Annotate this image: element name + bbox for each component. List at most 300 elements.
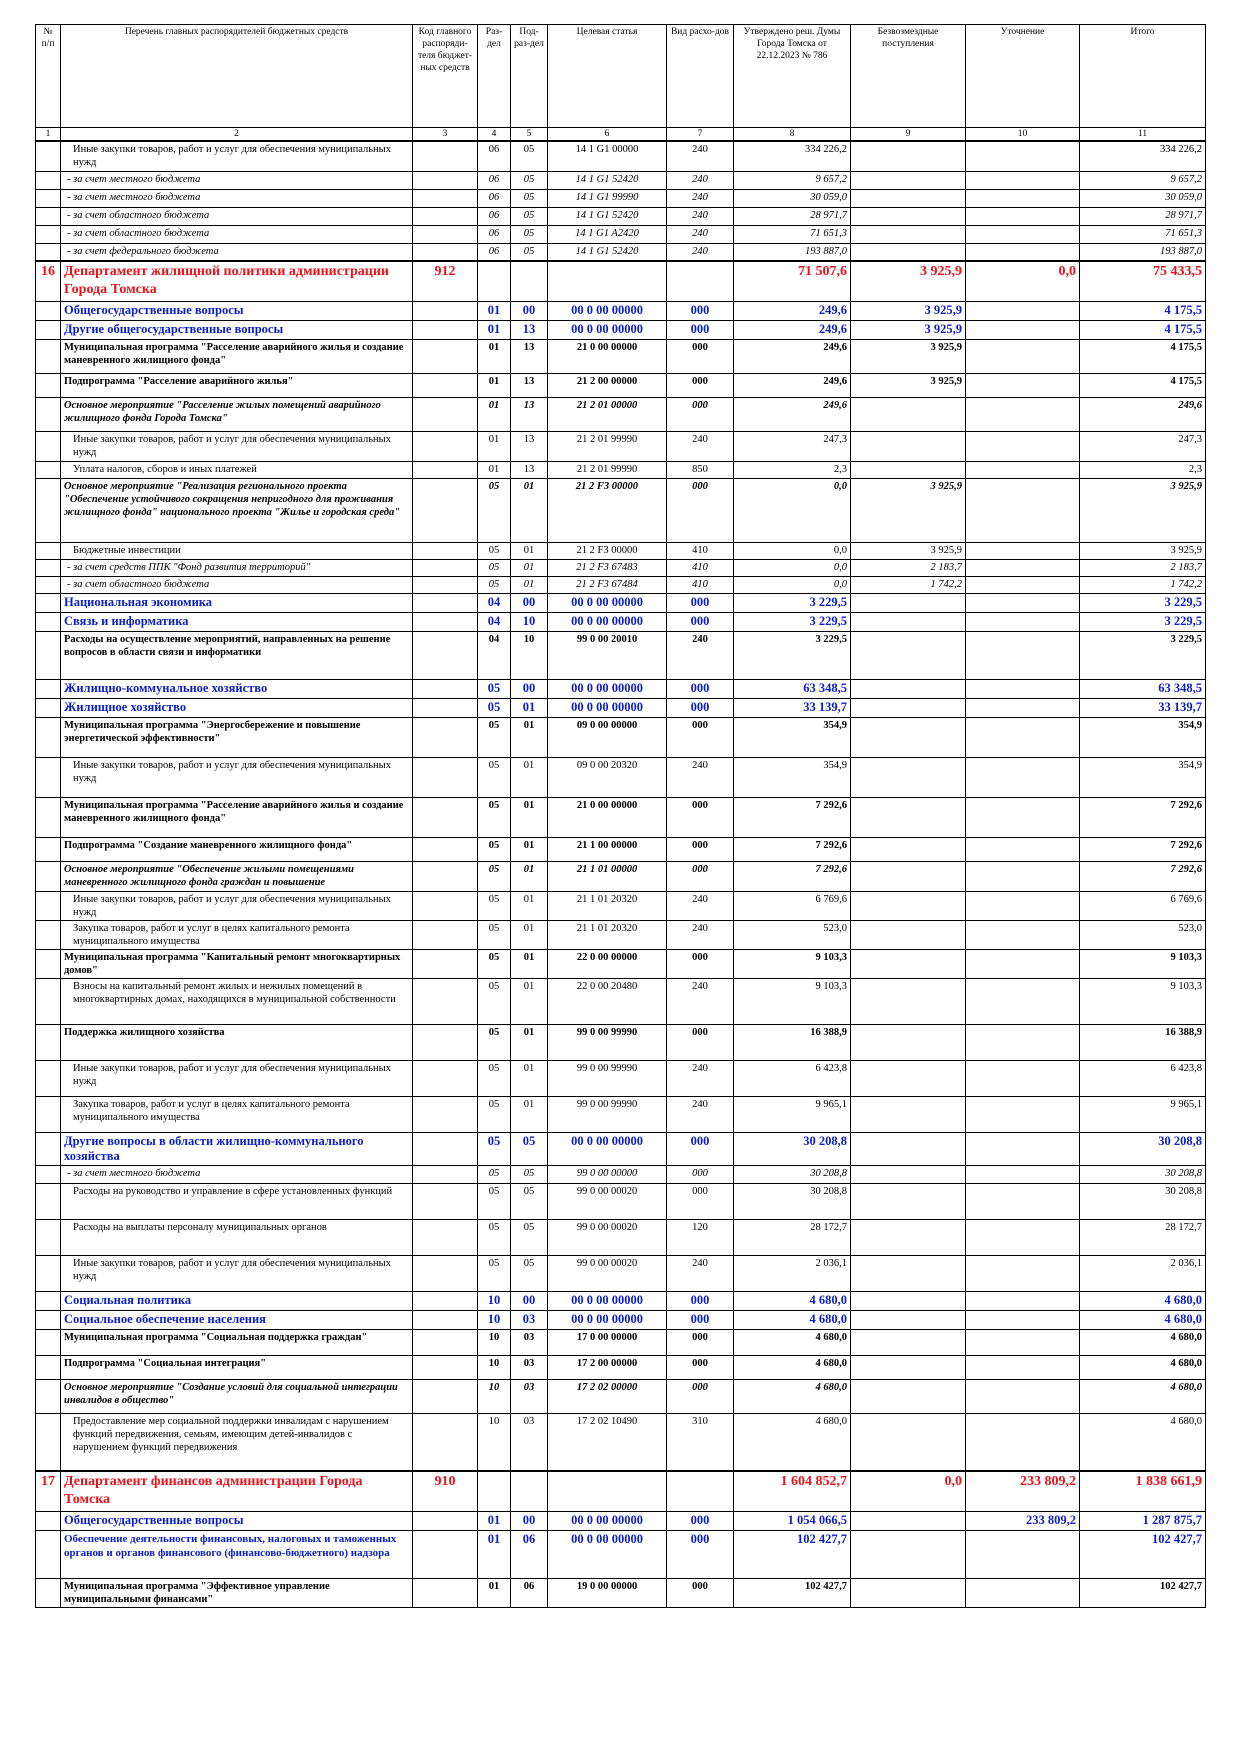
row-target: 17 2 02 00000 [548, 1379, 667, 1413]
row-vid: 310 [667, 1413, 734, 1471]
row-approved: 9 965,1 [734, 1096, 851, 1132]
row-approved: 354,9 [734, 757, 851, 797]
row-name: Иные закупки товаров, работ и услуг для обеспечения муниципальных нужд [61, 1060, 413, 1096]
table-row [36, 949, 1206, 978]
header-podrazdel: Под-раз-дел [511, 25, 548, 128]
row-approved: 193 887,0 [734, 243, 851, 261]
col-number: 11 [1080, 128, 1206, 142]
row-total: 3 925,9 [1080, 478, 1206, 542]
row-total: 4 175,5 [1080, 373, 1206, 397]
table-row [36, 478, 1206, 542]
row-approved: 2 036,1 [734, 1255, 851, 1291]
row-total: 354,9 [1080, 757, 1206, 797]
row-vid: 000 [667, 679, 734, 698]
row-gratuitous [851, 243, 966, 261]
row-name: Предоставление мер социальной поддержки инвалидам с нарушением функций передвижения, семьям, имеющим детей-инвалидов с нарушением функций передвижения [61, 1413, 413, 1471]
row-vid: 850 [667, 461, 734, 478]
row-code [413, 576, 478, 593]
row-total: 7 292,6 [1080, 861, 1206, 891]
col-number: 9 [851, 128, 966, 142]
row-gratuitous [851, 797, 966, 837]
row-name: Иные закупки товаров, работ и услуг для обеспечения муниципальных нужд [61, 141, 413, 171]
row-razdel: 10 [478, 1413, 511, 1471]
row-number [36, 717, 61, 757]
header-total: Итого [1080, 25, 1206, 128]
row-name: Социальное обеспечение населения [61, 1310, 413, 1329]
row-gratuitous [851, 189, 966, 207]
row-code [413, 461, 478, 478]
row-code [413, 1413, 478, 1471]
row-target: 21 2 00 00000 [548, 373, 667, 397]
row-code [413, 431, 478, 461]
row-approved: 3 229,5 [734, 631, 851, 679]
row-razdel: 04 [478, 612, 511, 631]
row-approved: 249,6 [734, 397, 851, 431]
table-row [36, 698, 1206, 717]
row-approved: 71 507,6 [734, 261, 851, 301]
row-target: 14 1 G1 52420 [548, 243, 667, 261]
row-clarification [966, 461, 1080, 478]
row-name: Основное мероприятие "Расселение жилых помещений аварийного жилищного фонда Города Томска" [61, 397, 413, 431]
row-name: Иные закупки товаров, работ и услуг для обеспечения муниципальных нужд [61, 431, 413, 461]
row-target: 99 0 00 00020 [548, 1183, 667, 1219]
row-total: 28 172,7 [1080, 1219, 1206, 1255]
col-number: 1 [36, 128, 61, 142]
row-razdel: 05 [478, 698, 511, 717]
row-number [36, 559, 61, 576]
row-name: - за счет областного бюджета [61, 207, 413, 225]
row-gratuitous [851, 461, 966, 478]
row-podrazdel: 05 [511, 189, 548, 207]
row-podrazdel: 01 [511, 1060, 548, 1096]
row-total: 4 175,5 [1080, 339, 1206, 373]
row-podrazdel: 01 [511, 559, 548, 576]
row-vid: 000 [667, 1329, 734, 1355]
row-clarification [966, 949, 1080, 978]
row-code: 910 [413, 1471, 478, 1511]
row-razdel: 06 [478, 141, 511, 171]
row-name: Департамент финансов администрации Города Томска [61, 1471, 413, 1511]
row-podrazdel: 00 [511, 679, 548, 698]
row-podrazdel: 06 [511, 1578, 548, 1607]
row-razdel: 05 [478, 1060, 511, 1096]
row-razdel: 10 [478, 1355, 511, 1379]
row-gratuitous [851, 1379, 966, 1413]
row-razdel: 05 [478, 1165, 511, 1183]
table-row [36, 1255, 1206, 1291]
row-podrazdel: 13 [511, 431, 548, 461]
row-razdel: 05 [478, 1132, 511, 1165]
row-code [413, 141, 478, 171]
row-podrazdel: 13 [511, 373, 548, 397]
table-row [36, 207, 1206, 225]
header-vid: Вид расхо-дов [667, 25, 734, 128]
row-total: 30 208,8 [1080, 1183, 1206, 1219]
row-vid: 000 [667, 1132, 734, 1165]
row-vid: 000 [667, 612, 734, 631]
row-vid: 000 [667, 837, 734, 861]
row-approved: 0,0 [734, 559, 851, 576]
row-approved: 102 427,7 [734, 1578, 851, 1607]
row-gratuitous: 2 183,7 [851, 559, 966, 576]
row-target: 99 0 00 00000 [548, 1165, 667, 1183]
row-name: Расходы на руководство и управление в сфере установленных функций [61, 1183, 413, 1219]
row-target: 21 0 00 00000 [548, 797, 667, 837]
table-row [36, 612, 1206, 631]
row-target: 22 0 00 20480 [548, 978, 667, 1024]
row-vid: 000 [667, 1165, 734, 1183]
row-total: 4 680,0 [1080, 1413, 1206, 1471]
row-vid: 240 [667, 189, 734, 207]
row-podrazdel: 01 [511, 949, 548, 978]
row-gratuitous [851, 1165, 966, 1183]
row-clarification [966, 1060, 1080, 1096]
row-target: 09 0 00 00000 [548, 717, 667, 757]
row-number [36, 1511, 61, 1530]
row-name: Другие общегосударственные вопросы [61, 320, 413, 339]
row-razdel: 10 [478, 1329, 511, 1355]
table-row [36, 1024, 1206, 1060]
row-clarification [966, 320, 1080, 339]
row-podrazdel: 05 [511, 225, 548, 243]
row-code [413, 1379, 478, 1413]
row-code [413, 171, 478, 189]
table-row [36, 797, 1206, 837]
row-gratuitous [851, 949, 966, 978]
row-approved: 334 226,2 [734, 141, 851, 171]
row-vid: 000 [667, 1024, 734, 1060]
row-code [413, 717, 478, 757]
row-gratuitous [851, 171, 966, 189]
row-vid: 000 [667, 1355, 734, 1379]
row-podrazdel: 01 [511, 797, 548, 837]
row-clarification: 233 809,2 [966, 1511, 1080, 1530]
row-podrazdel: 00 [511, 1291, 548, 1310]
row-total: 4 680,0 [1080, 1379, 1206, 1413]
row-razdel: 04 [478, 631, 511, 679]
col-number: 3 [413, 128, 478, 142]
table-row [36, 301, 1206, 320]
row-number [36, 478, 61, 542]
row-podrazdel: 03 [511, 1310, 548, 1329]
row-razdel: 05 [478, 717, 511, 757]
row-podrazdel: 10 [511, 612, 548, 631]
row-gratuitous [851, 1310, 966, 1329]
row-name: Подпрограмма "Создание маневренного жилищного фонда" [61, 837, 413, 861]
row-target: 00 0 00 00000 [548, 679, 667, 698]
row-total: 1 287 875,7 [1080, 1511, 1206, 1530]
row-total: 9 103,3 [1080, 978, 1206, 1024]
row-total: 9 965,1 [1080, 1096, 1206, 1132]
row-name: Иные закупки товаров, работ и услуг для обеспечения муниципальных нужд [61, 1255, 413, 1291]
row-name: Расходы на осуществление мероприятий, направленных на решение вопросов в области связи и информатики [61, 631, 413, 679]
row-podrazdel: 03 [511, 1379, 548, 1413]
row-gratuitous [851, 593, 966, 612]
row-razdel: 05 [478, 861, 511, 891]
row-total: 30 208,8 [1080, 1132, 1206, 1165]
col-number: 2 [61, 128, 413, 142]
row-number: 16 [36, 261, 61, 301]
row-total: 4 680,0 [1080, 1329, 1206, 1355]
row-number [36, 1060, 61, 1096]
row-clarification [966, 1132, 1080, 1165]
row-clarification [966, 1024, 1080, 1060]
row-podrazdel: 03 [511, 1355, 548, 1379]
row-clarification [966, 1329, 1080, 1355]
header-name: Перечень главных распорядителей бюджетных средств [61, 25, 413, 128]
row-number [36, 339, 61, 373]
row-vid: 410 [667, 576, 734, 593]
row-gratuitous [851, 978, 966, 1024]
row-podrazdel: 01 [511, 576, 548, 593]
row-code [413, 1255, 478, 1291]
row-razdel: 05 [478, 1096, 511, 1132]
row-clarification [966, 225, 1080, 243]
row-podrazdel: 03 [511, 1413, 548, 1471]
row-total: 3 925,9 [1080, 542, 1206, 559]
row-name: Основное мероприятие "Реализация регионального проекта "Обеспечение устойчивого сокращения непригодного для проживания жилищного фонда" национального проекта "Жилье и городская среда" [61, 478, 413, 542]
row-number [36, 1329, 61, 1355]
row-name: Иные закупки товаров, работ и услуг для обеспечения муниципальных нужд [61, 757, 413, 797]
row-clarification [966, 1291, 1080, 1310]
row-clarification [966, 1310, 1080, 1329]
row-target: 00 0 00 00000 [548, 1132, 667, 1165]
col-number: 6 [548, 128, 667, 142]
row-code [413, 1511, 478, 1530]
row-total: 523,0 [1080, 920, 1206, 949]
row-podrazdel: 01 [511, 757, 548, 797]
row-podrazdel: 03 [511, 1329, 548, 1355]
row-code [413, 757, 478, 797]
row-code [413, 1132, 478, 1165]
row-vid: 240 [667, 243, 734, 261]
row-number [36, 612, 61, 631]
header-code: Код главного распоряди-теля бюджет-ных средств [413, 25, 478, 128]
row-code [413, 225, 478, 243]
row-number [36, 301, 61, 320]
row-number [36, 1379, 61, 1413]
table-row [36, 141, 1206, 171]
row-gratuitous [851, 679, 966, 698]
row-clarification [966, 1578, 1080, 1607]
row-clarification [966, 339, 1080, 373]
row-vid: 240 [667, 891, 734, 920]
row-code [413, 698, 478, 717]
row-number [36, 891, 61, 920]
row-number [36, 1355, 61, 1379]
row-podrazdel [511, 1471, 548, 1511]
row-target: 99 0 00 00020 [548, 1255, 667, 1291]
table-row [36, 1183, 1206, 1219]
table-row [36, 920, 1206, 949]
row-approved: 7 292,6 [734, 797, 851, 837]
row-number [36, 1578, 61, 1607]
header-gratuitous: Безвозмездные поступления [851, 25, 966, 128]
table-row [36, 1096, 1206, 1132]
row-code [413, 612, 478, 631]
row-approved: 1 604 852,7 [734, 1471, 851, 1511]
row-razdel: 06 [478, 189, 511, 207]
row-vid: 000 [667, 301, 734, 320]
row-gratuitous [851, 717, 966, 757]
row-target: 22 0 00 00000 [548, 949, 667, 978]
row-code [413, 631, 478, 679]
row-code [413, 207, 478, 225]
row-code [413, 1310, 478, 1329]
row-total: 102 427,7 [1080, 1578, 1206, 1607]
row-clarification [966, 397, 1080, 431]
row-clarification [966, 757, 1080, 797]
row-razdel: 05 [478, 978, 511, 1024]
row-name: Муниципальная программа "Капитальный ремонт многоквартирных домов" [61, 949, 413, 978]
row-gratuitous [851, 631, 966, 679]
row-total: 2 036,1 [1080, 1255, 1206, 1291]
row-podrazdel: 06 [511, 1530, 548, 1578]
row-razdel: 05 [478, 559, 511, 576]
row-total: 28 971,7 [1080, 207, 1206, 225]
row-clarification [966, 1165, 1080, 1183]
row-total: 1 838 661,9 [1080, 1471, 1206, 1511]
row-approved: 28 172,7 [734, 1219, 851, 1255]
row-razdel: 01 [478, 461, 511, 478]
row-gratuitous [851, 698, 966, 717]
row-approved: 30 208,8 [734, 1165, 851, 1183]
row-gratuitous [851, 1060, 966, 1096]
row-target: 14 1 G1 52420 [548, 207, 667, 225]
row-podrazdel: 01 [511, 920, 548, 949]
row-razdel: 05 [478, 576, 511, 593]
row-name: - за счет областного бюджета [61, 225, 413, 243]
row-vid: 240 [667, 978, 734, 1024]
row-total: 249,6 [1080, 397, 1206, 431]
row-vid: 000 [667, 478, 734, 542]
row-clarification: 0,0 [966, 261, 1080, 301]
row-gratuitous: 3 925,9 [851, 301, 966, 320]
table-row [36, 542, 1206, 559]
row-code [413, 189, 478, 207]
table-row [36, 1219, 1206, 1255]
row-podrazdel: 05 [511, 1219, 548, 1255]
row-total: 4 175,5 [1080, 320, 1206, 339]
row-name: Жилищно-коммунальное хозяйство [61, 679, 413, 698]
row-target: 99 0 00 99990 [548, 1024, 667, 1060]
row-podrazdel: 13 [511, 320, 548, 339]
row-clarification [966, 717, 1080, 757]
row-total: 7 292,6 [1080, 797, 1206, 837]
row-approved: 102 427,7 [734, 1530, 851, 1578]
row-gratuitous [851, 1132, 966, 1165]
row-clarification [966, 1255, 1080, 1291]
row-target: 00 0 00 00000 [548, 320, 667, 339]
row-gratuitous: 3 925,9 [851, 320, 966, 339]
row-vid [667, 1471, 734, 1511]
row-code [413, 559, 478, 576]
row-name: Муниципальная программа "Расселение аварийного жилья и создание маневренного жилищного фонда" [61, 339, 413, 373]
header-razdel: Раз-дел [478, 25, 511, 128]
row-approved: 30 208,8 [734, 1183, 851, 1219]
row-approved: 2,3 [734, 461, 851, 478]
row-razdel: 05 [478, 1183, 511, 1219]
row-target: 21 2 F3 67483 [548, 559, 667, 576]
row-name: Поддержка жилищного хозяйства [61, 1024, 413, 1060]
row-total: 2 183,7 [1080, 559, 1206, 576]
table-row [36, 1165, 1206, 1183]
row-name: - за счет местного бюджета [61, 171, 413, 189]
row-gratuitous: 0,0 [851, 1471, 966, 1511]
row-name: - за счет местного бюджета [61, 189, 413, 207]
row-gratuitous [851, 837, 966, 861]
row-gratuitous [851, 1530, 966, 1578]
table-row [36, 1329, 1206, 1355]
row-code [413, 301, 478, 320]
row-target: 21 2 F3 00000 [548, 478, 667, 542]
row-gratuitous [851, 612, 966, 631]
department-row [36, 1471, 1206, 1511]
row-code [413, 978, 478, 1024]
table-row [36, 1379, 1206, 1413]
row-clarification [966, 920, 1080, 949]
row-number [36, 698, 61, 717]
row-target: 17 2 02 10490 [548, 1413, 667, 1471]
row-gratuitous [851, 1355, 966, 1379]
table-row [36, 1310, 1206, 1329]
row-target: 21 2 01 99990 [548, 461, 667, 478]
row-razdel [478, 261, 511, 301]
row-clarification [966, 1096, 1080, 1132]
row-razdel [478, 1471, 511, 1511]
row-vid: 000 [667, 593, 734, 612]
row-razdel: 01 [478, 320, 511, 339]
row-approved: 6 423,8 [734, 1060, 851, 1096]
row-number [36, 431, 61, 461]
row-code: 912 [413, 261, 478, 301]
row-approved: 523,0 [734, 920, 851, 949]
row-number [36, 1165, 61, 1183]
row-total: 4 175,5 [1080, 301, 1206, 320]
row-razdel: 04 [478, 593, 511, 612]
table-row [36, 559, 1206, 576]
row-approved: 0,0 [734, 542, 851, 559]
row-total: 2,3 [1080, 461, 1206, 478]
row-code [413, 1578, 478, 1607]
row-gratuitous [851, 1329, 966, 1355]
table-row [36, 1413, 1206, 1471]
row-total: 9 103,3 [1080, 949, 1206, 978]
row-vid: 410 [667, 559, 734, 576]
row-number [36, 593, 61, 612]
row-vid: 240 [667, 1096, 734, 1132]
row-name: Общегосударственные вопросы [61, 301, 413, 320]
row-code [413, 542, 478, 559]
row-code [413, 593, 478, 612]
row-target: 00 0 00 00000 [548, 1291, 667, 1310]
row-podrazdel: 01 [511, 1024, 548, 1060]
row-approved: 7 292,6 [734, 837, 851, 861]
row-name: Департамент жилищной политики администрации Города Томска [61, 261, 413, 301]
row-target: 99 0 00 00020 [548, 1219, 667, 1255]
row-target: 21 2 F3 00000 [548, 542, 667, 559]
row-number [36, 1291, 61, 1310]
row-number [36, 949, 61, 978]
row-podrazdel: 13 [511, 339, 548, 373]
row-code [413, 1024, 478, 1060]
row-razdel: 01 [478, 1530, 511, 1578]
row-clarification [966, 861, 1080, 891]
table-row [36, 320, 1206, 339]
row-podrazdel: 05 [511, 1255, 548, 1291]
col-number: 8 [734, 128, 851, 142]
col-number: 5 [511, 128, 548, 142]
